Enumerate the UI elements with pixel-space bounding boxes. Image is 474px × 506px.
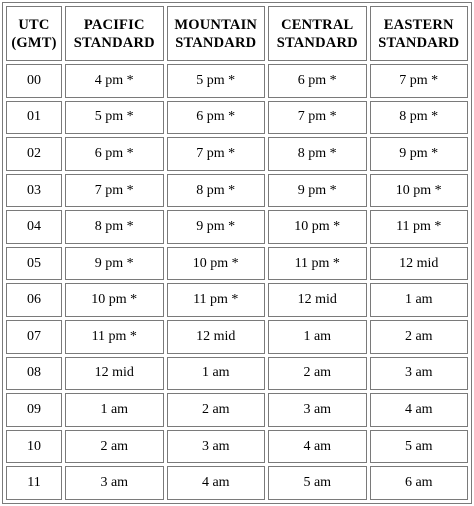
eastern-cell: 1 am [370,283,469,317]
mountain-cell: 1 am [167,357,266,391]
central-cell: 4 am [268,430,367,464]
mountain-cell: 12 mid [167,320,266,354]
central-cell: 11 pm * [268,247,367,281]
pacific-cell: 10 pm * [65,283,164,317]
table-body [6,64,468,500]
eastern-cell: 6 am [370,466,469,500]
header-central [268,6,367,61]
timezone-conversion-table [2,2,472,504]
utc-cell: 00 [6,64,62,98]
utc-cell: 08 [6,357,62,391]
pacific-cell: 4 pm * [65,64,164,98]
eastern-cell: 7 pm * [370,64,469,98]
table-row [6,283,468,317]
central-cell: 1 am [268,320,367,354]
mountain-cell: 2 am [167,393,266,427]
pacific-cell: 7 pm * [65,174,164,208]
header-line: STANDARD [378,34,460,51]
mountain-cell: 5 pm * [167,64,266,98]
mountain-cell: 9 pm * [167,210,266,244]
header-line: PACIFIC [83,16,145,33]
mountain-cell: 7 pm * [167,137,266,171]
central-cell: 12 mid [268,283,367,317]
table-row [6,247,468,281]
mountain-cell: 11 pm * [167,283,266,317]
header-line: UTC [18,16,50,33]
eastern-cell: 12 mid [370,247,469,281]
eastern-cell: 9 pm * [370,137,469,171]
eastern-cell: 5 am [370,430,469,464]
header-line: (GMT) [11,34,57,51]
pacific-cell: 2 am [65,430,164,464]
pacific-cell: 5 pm * [65,101,164,135]
header-line: EASTERN [383,16,454,33]
central-cell: 5 am [268,466,367,500]
utc-cell: 11 [6,466,62,500]
central-cell: 2 am [268,357,367,391]
pacific-cell: 11 pm * [65,320,164,354]
eastern-cell: 4 am [370,393,469,427]
table-row [6,357,468,391]
table-row [6,174,468,208]
table-row [6,210,468,244]
eastern-cell: 2 am [370,320,469,354]
header-line: MOUNTAIN [174,16,258,33]
central-cell: 7 pm * [268,101,367,135]
pacific-cell: 12 mid [65,357,164,391]
central-cell: 3 am [268,393,367,427]
table-row [6,393,468,427]
central-cell: 8 pm * [268,137,367,171]
table-row [6,101,468,135]
header-pacific [65,6,164,61]
table-row [6,430,468,464]
utc-cell: 04 [6,210,62,244]
central-cell: 10 pm * [268,210,367,244]
utc-cell: 06 [6,283,62,317]
central-cell: 9 pm * [268,174,367,208]
pacific-cell: 1 am [65,393,164,427]
utc-cell: 05 [6,247,62,281]
mountain-cell: 3 am [167,430,266,464]
mountain-cell: 6 pm * [167,101,266,135]
table-header [6,6,468,61]
header-utc [6,6,62,61]
mountain-cell: 8 pm * [167,174,266,208]
mountain-cell: 4 am [167,466,266,500]
header-line: CENTRAL [281,16,354,33]
pacific-cell: 9 pm * [65,247,164,281]
header-row [6,6,468,61]
header-line: STANDARD [73,34,155,51]
eastern-cell: 10 pm * [370,174,469,208]
table-row [6,320,468,354]
table-row [6,64,468,98]
eastern-cell: 11 pm * [370,210,469,244]
pacific-cell: 3 am [65,466,164,500]
central-cell: 6 pm * [268,64,367,98]
utc-cell: 10 [6,430,62,464]
header-mountain [167,6,266,61]
table-row [6,466,468,500]
header-eastern [370,6,469,61]
utc-cell: 03 [6,174,62,208]
header-line: STANDARD [175,34,257,51]
header-line: STANDARD [276,34,358,51]
utc-cell: 02 [6,137,62,171]
pacific-cell: 6 pm * [65,137,164,171]
utc-cell: 07 [6,320,62,354]
table-row [6,137,468,171]
pacific-cell: 8 pm * [65,210,164,244]
eastern-cell: 3 am [370,357,469,391]
eastern-cell: 8 pm * [370,101,469,135]
mountain-cell: 10 pm * [167,247,266,281]
utc-cell: 09 [6,393,62,427]
utc-cell: 01 [6,101,62,135]
